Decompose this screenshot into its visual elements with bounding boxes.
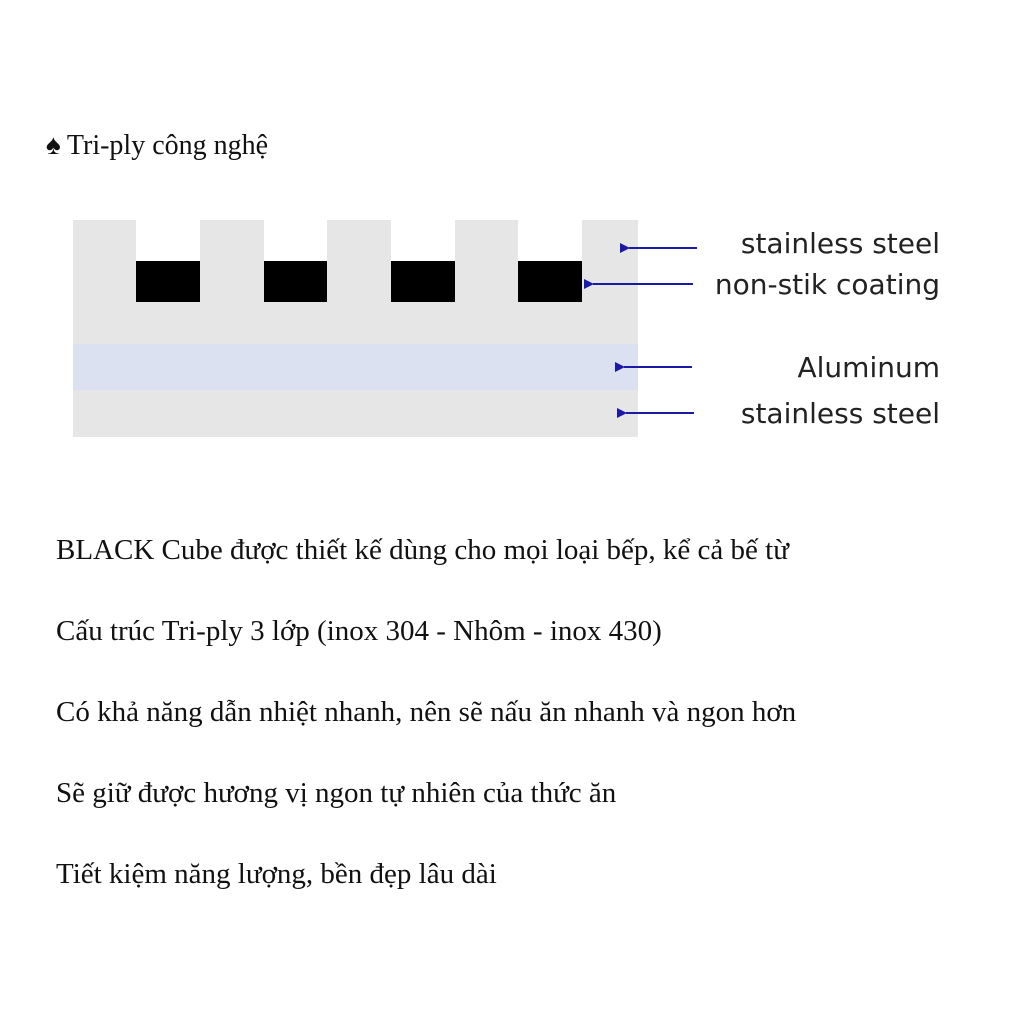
feature-item: Tiết kiệm năng lượng, bền đẹp lâu dài <box>56 858 497 890</box>
aluminum-layer <box>73 344 638 390</box>
label-top-steel: stainless steel <box>740 227 940 260</box>
feature-item: Sẽ giữ được hương vị ngon tự nhiên của thức ăn <box>56 777 617 809</box>
coating-block <box>264 261 327 302</box>
coating-block <box>136 261 200 302</box>
coating-block <box>518 261 582 302</box>
bottom-steel-layer <box>73 390 638 437</box>
coating-block <box>391 261 455 302</box>
feature-item: BLACK Cube được thiết kế dùng cho mọi loại bếp, kể cả bế từ <box>56 534 789 566</box>
label-aluminum: Aluminum <box>797 351 940 384</box>
label-bottom-steel: stainless steel <box>740 397 940 430</box>
feature-item: Có khả năng dẫn nhiệt nhanh, nên sẽ nấu ăn nhanh và ngon hơn <box>56 696 797 728</box>
section-title-text: Tri-ply công nghệ <box>66 130 269 161</box>
feature-list <box>56 530 796 935</box>
spade-icon: ♠ <box>46 130 61 161</box>
label-coating: non-stik coating <box>714 268 940 301</box>
feature-item: Cấu trúc Tri-ply 3 lớp (inox 304 - Nhôm - inox 430) <box>56 615 662 647</box>
